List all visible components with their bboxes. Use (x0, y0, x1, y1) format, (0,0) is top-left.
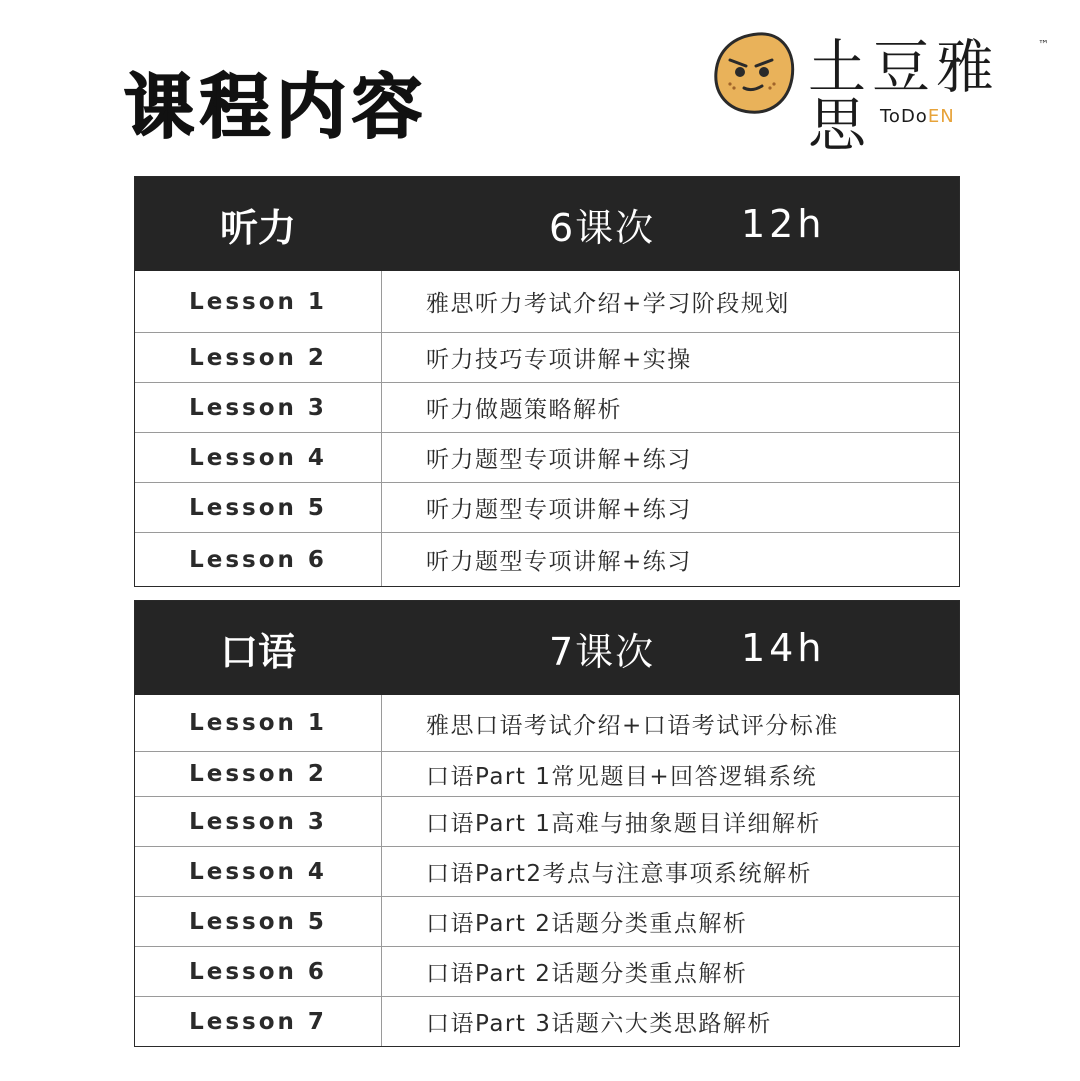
lesson-row (135, 432, 959, 482)
lesson-row (135, 946, 959, 996)
page-title: 课程内容 (124, 66, 428, 148)
lesson-topic: 口语Part 3话题六大类思路解析 (426, 1011, 772, 1037)
lesson-topic: 口语Part2考点与注意事项系统解析 (426, 861, 813, 887)
lesson-row (135, 796, 959, 846)
lesson-topic: 听力题型专项讲解+练习 (426, 447, 692, 473)
lesson-label: Lesson 5 (135, 483, 382, 532)
lesson-row (135, 482, 959, 532)
total-hours: 14h (741, 626, 826, 670)
lesson-label: Lesson 6 (135, 533, 382, 586)
lesson-row (135, 532, 959, 586)
lesson-topic: 口语Part 1常见题目+回答逻辑系统 (426, 763, 818, 790)
lesson-label: Lesson 4 (135, 433, 382, 482)
session-count: 6课次 (549, 205, 656, 250)
brand-en-main: ToDo (880, 106, 928, 127)
brand-en-accent: EN (927, 106, 955, 127)
brand-english-name (880, 106, 955, 127)
lesson-row (135, 846, 959, 896)
lesson-row (135, 751, 959, 796)
trademark-mark: ™ (1038, 38, 1049, 51)
lesson-row (135, 996, 959, 1046)
brand-name: 土豆雅思 (808, 33, 1001, 159)
lesson-topic: 听力做题策略解析 (426, 397, 622, 423)
lesson-row (135, 382, 959, 432)
lesson-row (135, 332, 959, 382)
section-name: 口语 (219, 629, 296, 674)
potato-mascot-icon (712, 30, 802, 116)
lesson-topic: 口语Part 2话题分类重点解析 (426, 961, 748, 987)
lesson-label: Lesson 4 (135, 847, 382, 896)
lesson-row (135, 271, 959, 332)
lesson-label: Lesson 3 (135, 383, 382, 432)
lesson-label: Lesson 2 (135, 333, 382, 382)
lesson-label: Lesson 5 (135, 897, 382, 946)
lesson-topic: 雅思听力考试介绍+学习阶段规划 (426, 291, 790, 317)
lesson-topic: 听力技巧专项讲解+实操 (426, 347, 692, 373)
lesson-topic: 听力题型专项讲解+练习 (426, 497, 692, 523)
listening-section (134, 176, 960, 587)
section-name: 听力 (219, 205, 296, 250)
lesson-label: Lesson 2 (135, 752, 382, 796)
session-count: 7课次 (549, 629, 656, 674)
lesson-topic: 口语Part 1高难与抽象题目详细解析 (426, 811, 821, 837)
brand-logo (712, 30, 1062, 159)
total-hours: 12h (741, 202, 826, 246)
lesson-row (135, 695, 959, 751)
lesson-row (135, 896, 959, 946)
lesson-table (135, 271, 959, 586)
lesson-label: Lesson 6 (135, 947, 382, 996)
lesson-topic: 雅思口语考试介绍+口语考试评分标准 (426, 712, 839, 739)
lesson-label: Lesson 1 (135, 271, 382, 332)
lesson-label: Lesson 7 (135, 997, 382, 1046)
speaking-section (134, 600, 960, 1047)
lesson-topic: 听力题型专项讲解+练习 (426, 549, 692, 575)
section-header (135, 601, 959, 695)
lesson-label: Lesson 1 (135, 695, 382, 751)
lesson-label: Lesson 3 (135, 797, 382, 846)
section-header (135, 177, 959, 271)
lesson-topic: 口语Part 2话题分类重点解析 (426, 911, 748, 937)
lesson-table (135, 695, 959, 1046)
